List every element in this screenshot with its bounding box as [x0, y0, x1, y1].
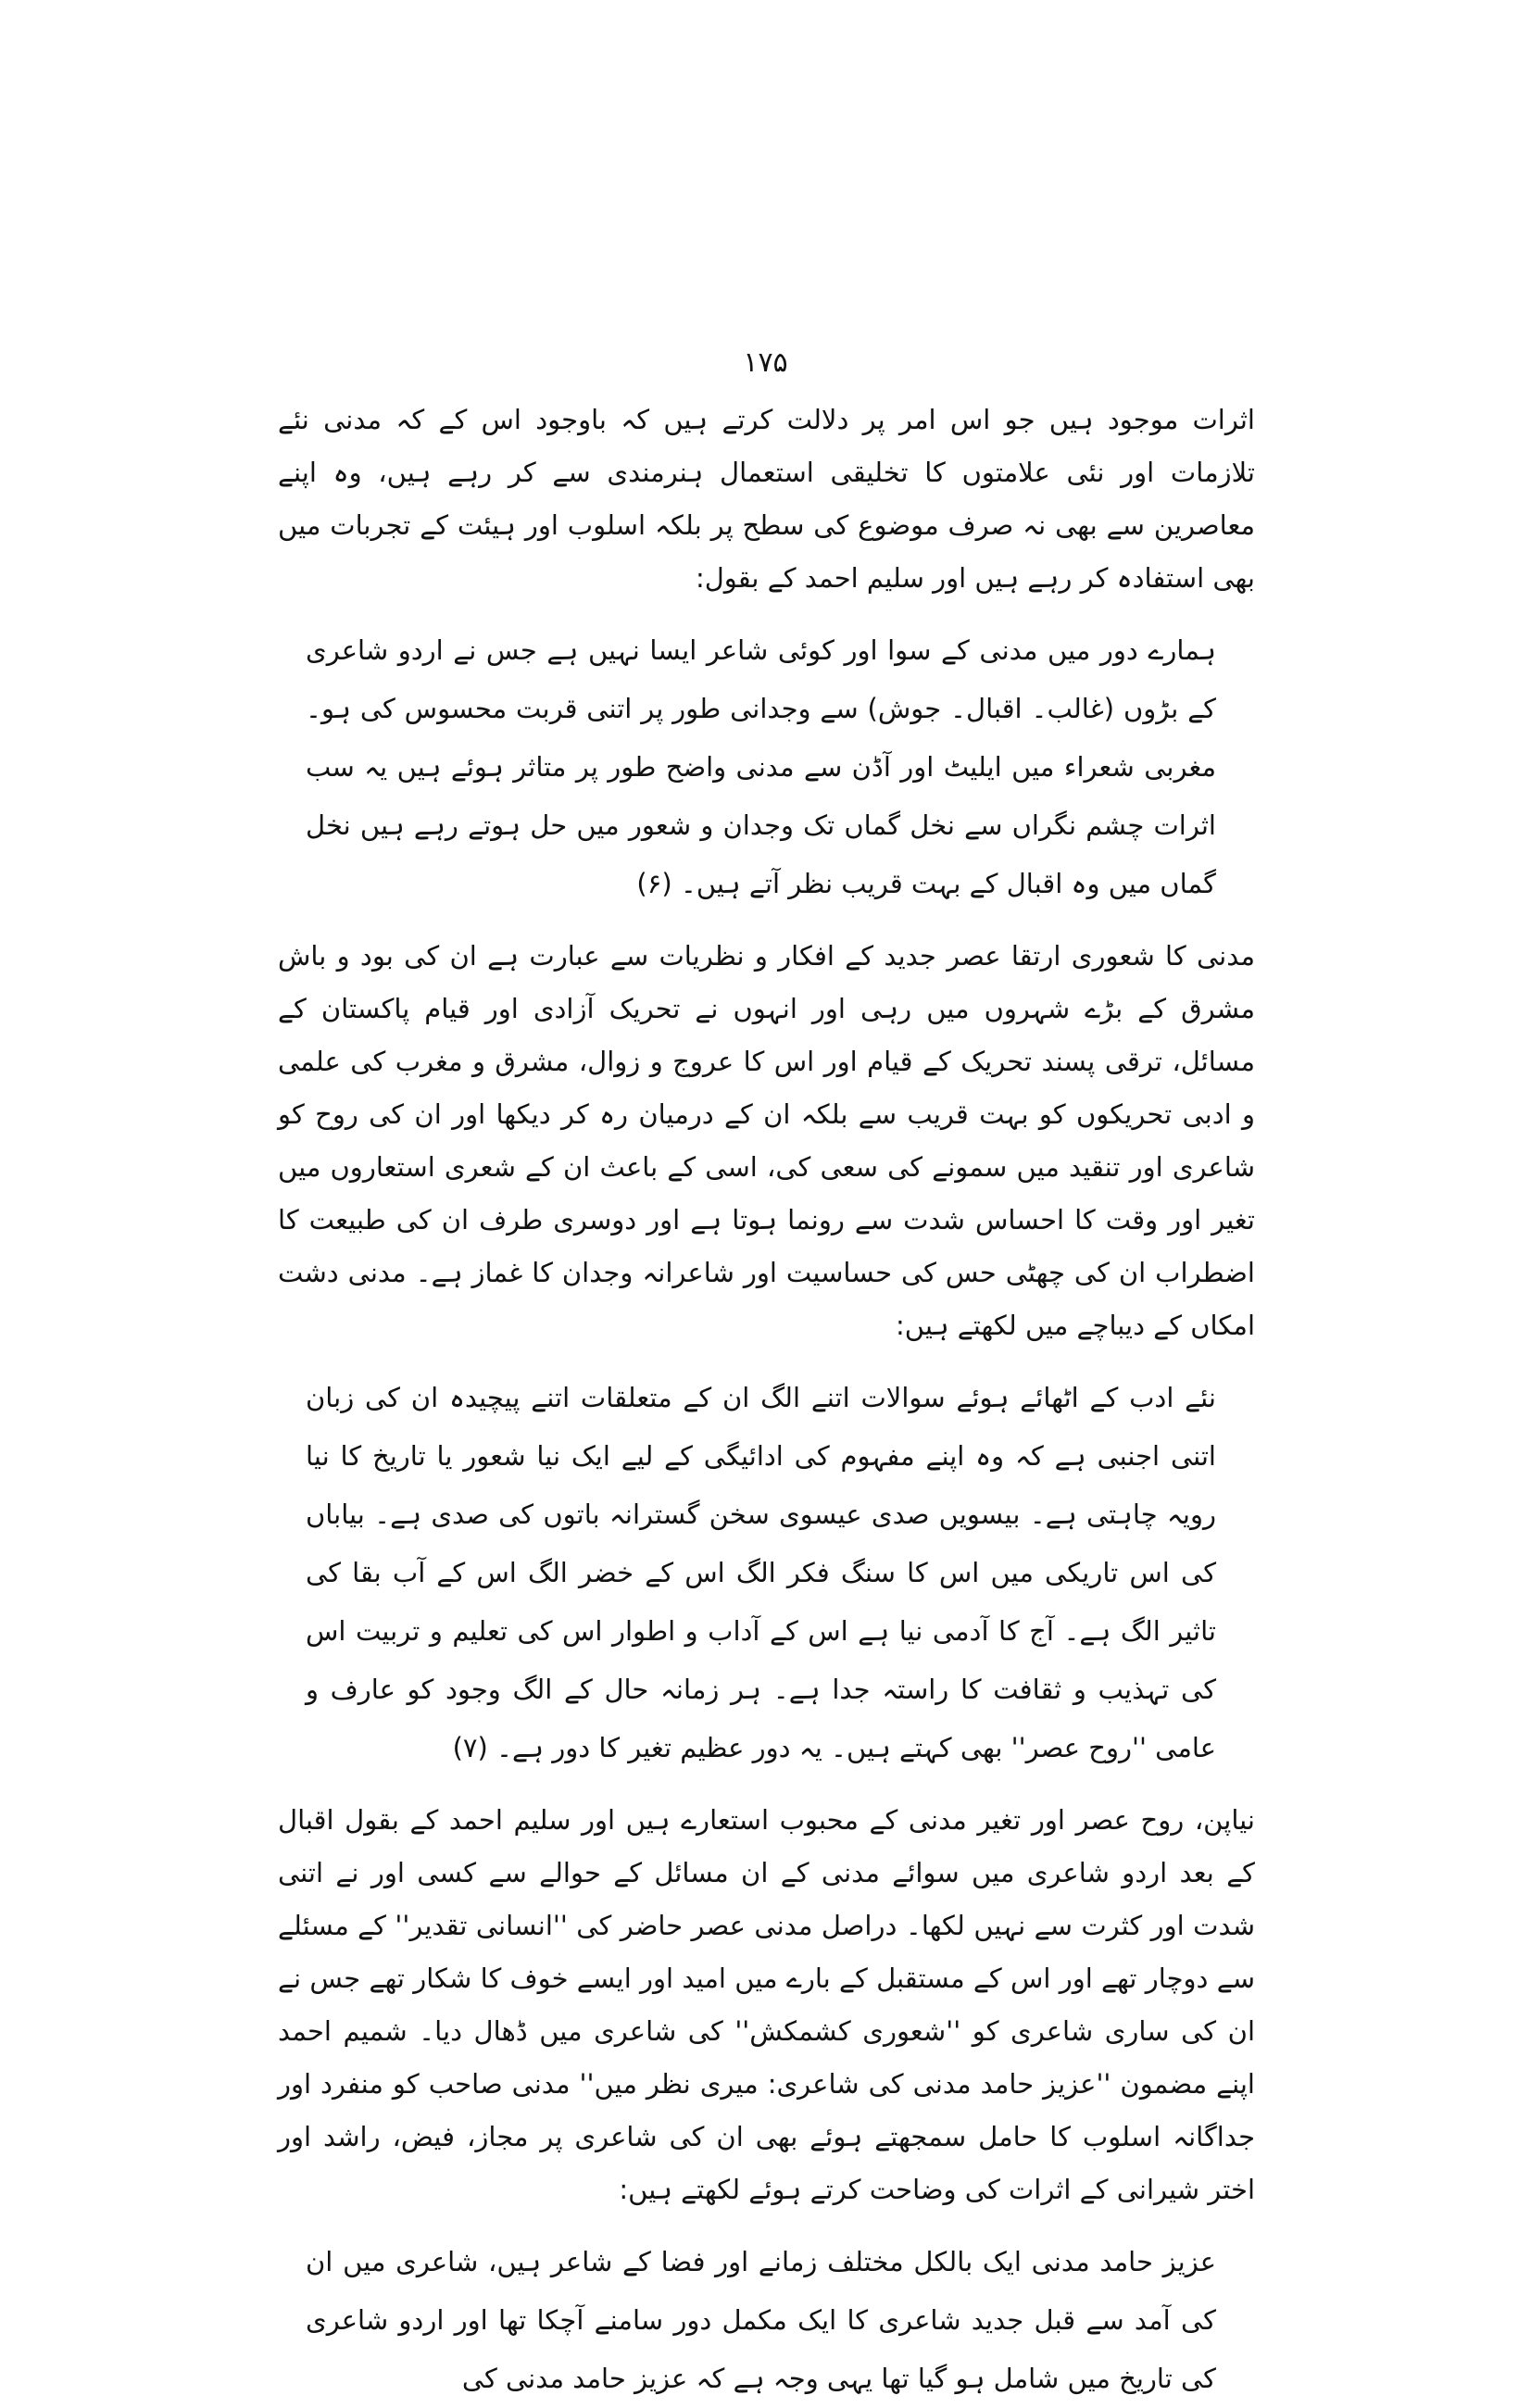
body-paragraph-3: نیاپن، روح عصر اور تغیر مدنی کے محبوب استعارے ہیں اور سلیم احمد کے بقول اقبال کے بعد اردو شاعری میں سوائے مدنی کے ان مسائل کے حوالے سے کسی اور نے اتنی شدت اور کثرت سے نہیں لکھا۔ دراصل مدنی عصر حاضر کی ''انسانی تقدیر'' کے مسئلے سے دوچار تھے اور اس کے مستقبل کے بارے میں امید اور ایسے خوف کا شکار تھے جس نے ان کی ساری شاعری کو ''شعوری کشمکش'' کی شاعری میں ڈھال دیا۔ شمیم احمد اپنے مضمون ''عزیز حامد مدنی کی شاعری: میری نظر میں'' مدنی صاحب کو منفرد اور جداگانہ اسلوب کا حامل سمجھتے ہوئے بھی ان کی شاعری پر مجاز، فیض، راشد اور اختر شیرانی کے اثرات کی وضاحت کرتے ہوئے لکھتے ہیں:: [278, 1804, 1255, 2205]
body-paragraph-2: مدنی کا شعوری ارتقا عصر جدید کے افکار و نظریات سے عبارت ہے ان کی بود و باش مشرق کے بڑے شہروں میں رہی اور انہوں نے تحریک آزادی اور قیام پاکستان کے مسائل، ترقی پسند تحریک کے قیام اور اس کا عروج و زوال، مشرق و مغرب کی علمی و ادبی تحریکوں کو بہت قریب سے بلکہ ان کے درمیان رہ کر دیکھا اور ان کی روح کو شاعری اور تنقید میں سمونے کی سعی کی، اسی کے باعث ان کے شعری استعاروں میں تغیر اور وقت کا احساس شدت سے رونما ہوتا ہے اور دوسری طرف ان کی طبیعت کا اضطراب ان کی چھٹی حس کی حساسیت اور شاعرانہ وجدان کا غماز ہے۔ مدنی دشت امکاں کے دیباچے میں لکھتے ہیں:: [278, 940, 1255, 1341]
page-number: ۱۷۵: [743, 346, 788, 379]
block-quote-1: ہمارے دور میں مدنی کے سوا اور کوئی شاعر ایسا نہیں ہے جس نے اردو شاعری کے بڑوں (غالب۔ اقبال۔ جوش) سے وجدانی طور پر اتنی قربت محسوس کی ہو۔ مغربی شعراء میں ایلیٹ اور آڈن سے مدنی واضح طور پر متاثر ہوئے ہیں یہ سب اثرات چشم نگراں سے نخل گماں تک وجدان و شعور میں حل ہوتے رہے ہیں نخل گماں میں وہ اقبال کے بہت قریب نظر آتے ہیں۔ (۶): [306, 634, 1216, 899]
body-paragraph-1: اثرات موجود ہیں جو اس امر پر دلالت کرتے ہیں کہ باوجود اس کے کہ مدنی نئے تلازمات اور نئی علامتوں کا تخلیقی استعمال ہنرمندی سے کر رہے ہیں، وہ اپنے معاصرین سے بھی نہ صرف موضوع کی سطح پر بلکہ اسلوب اور ہیئت کے تجربات میں بھی استفادہ کر رہے ہیں اور سلیم احمد کے بقول:: [278, 404, 1255, 594]
block-quote-2: نئے ادب کے اٹھائے ہوئے سوالات اتنے الگ ان کے متعلقات اتنے پیچیدہ ان کی زبان اتنی اجنبی ہے کہ وہ اپنے مفہوم کی ادائیگی کے لیے ایک نیا شعور یا تاریخ کا نیا رویہ چاہتی ہے۔ بیسویں صدی عیسوی سخن گسترانہ باتوں کی صدی ہے۔ بیاباں کی اس تاریکی میں اس کا سنگ فکر الگ اس کے خضر الگ اس کے آب بقا کی تاثیر الگ ہے۔ آج کا آدمی نیا ہے اس کے آداب و اطوار اس کی تعلیم و تربیت اس کی تہذیب و ثقافت کا راستہ جدا ہے۔ ہر زمانہ حال کے الگ وجود کو عارف و عامی ''روح عصر'' بھی کہتے ہیں۔ یہ دور عظیم تغیر کا دور ہے۔ (۷): [306, 1382, 1216, 1763]
page-body: [278, 394, 1255, 2408]
block-quote-3: عزیز حامد مدنی ایک بالکل مختلف زمانے اور فضا کے شاعر ہیں، شاعری میں ان کی آمد سے قبل جدید شاعری کا ایک مکمل دور سامنے آچکا تھا اور اردو شاعری کی تاریخ میں شامل ہو گیا تھا یہی وجہ ہے کہ عزیز حامد مدنی کی: [306, 2246, 1216, 2394]
